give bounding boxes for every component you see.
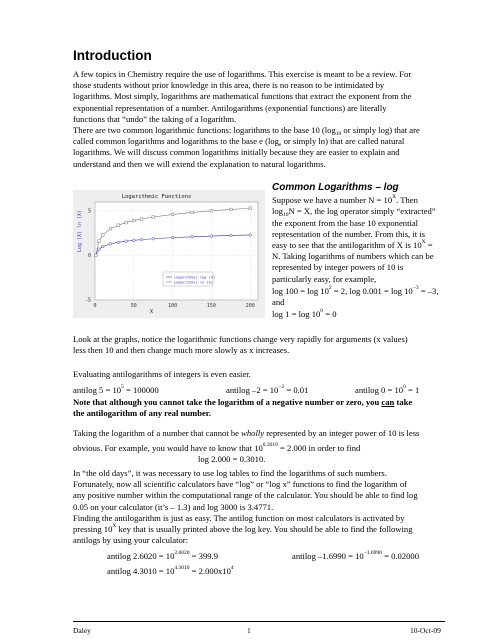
antilog-calc-example-3: antilog $4.3010 = 10^{4.3010} = 2.000x10^4$	[107, 565, 234, 576]
data-point	[230, 234, 233, 237]
x-tick-label: 50	[130, 303, 137, 309]
y-tick-label: 0	[87, 253, 91, 260]
data-point	[191, 235, 194, 238]
graphs-note-paragraph: Look at the graphs, notice the logarithmic functions change very rapidly for arguments (x values) less then 10 and then change much more slowly as x increases.	[73, 334, 408, 356]
footer-page-number: 1	[247, 626, 251, 635]
intro-line: functions that “undo” the taking of a logarithm.	[73, 113, 237, 124]
antilog-example-2: antilog $-2 = 10^{-2} = 0.01$	[226, 384, 309, 395]
data-point	[140, 238, 143, 241]
y-axis-label: Log (X) ln (X)	[77, 209, 83, 253]
logarithmic-functions-chart	[73, 190, 265, 318]
data-point	[109, 243, 112, 246]
data-point	[94, 254, 97, 257]
data-point	[133, 239, 136, 242]
x-tick-label: 150	[206, 303, 216, 309]
x-tick-label: 0	[93, 303, 97, 309]
data-point	[98, 240, 101, 243]
legend-entry: Logarithmic ln (X)	[174, 280, 213, 285]
log-tables-paragraph: In “the old days”, it was necessary to use log tables to find the logarithms of such numbers. Fortunately, now all scientific calculators have “log” or “log x” functions to find the logarithm of any positive number within the computational range of the calculator. You should be able to find log 0.05 on your calculator (it’s – 1.3) and log 3000 is 3.4771. Finding the antilogarithm is just as easy. The antilog function on most calculators is activated by pressing $10^X$ key that is usually printed above the log key. You should be able to find the following antilogs by using your calculator:	[73, 468, 418, 546]
log-types-paragraph: There are two common logarithmic functions: logarithms to the base 10 ($\log_{10}$ or simply log) that are called common logarithms and logarithms to the base e ($\log_e$ or simply ln) that are called natural logarithms. We will discuss common logarithms initially because they are easier to explain and understand and then we will extend the explanation to natural logarithms.	[73, 125, 420, 169]
y-tick-label: -5	[84, 297, 91, 304]
data-point	[133, 219, 136, 222]
footer-date: 10-Oct-09	[410, 626, 441, 635]
data-point	[125, 221, 128, 224]
legend-entry: Logarithmic log (X)	[174, 275, 216, 280]
x-tick-label: 100	[168, 303, 178, 309]
common-logarithms-section: Common Logarithms – log Suppose we have a number $N = 10^X$. Then $\log_{10}N = X$, the log operator simply “extracted” the exponent from the base 10 exponential representation of the number. From this, it is easy to see that the antilogarithm of X is $10^X$ = N. Taking logarithms of numbers which can be represented by integer powers of 10 is particularly easy, for example, $\log 100 = \log 10^2 = 2$, $\log 0.001 = \log 10^{-3} = -3$, and $\log 1 = \log 10^0 = 0$	[272, 182, 448, 320]
footer-author: Daley	[73, 626, 91, 635]
note-paragraph: Note that although you cannot take the logarithm of a negative number or zero, you can take the antilogarithm of any real number.	[73, 397, 413, 419]
intro-line: exponential representation of a number. Antilogarithms (exponential functions) are literally	[73, 102, 387, 113]
data-point	[98, 248, 101, 251]
data-point	[210, 235, 213, 238]
non-integer-log-paragraph: Taking the logarithm of a number that cannot be wholly represented by an integer power of 10 is less obvious. For example, you would have to know that $10^{0.3010} = 2.000$ in order to find log 2.000 = 0.3010.	[73, 428, 420, 465]
data-point	[171, 213, 174, 216]
data-point	[210, 210, 213, 213]
y-tick-label: 5	[87, 208, 91, 215]
chart-title: Logarithmic Functions	[121, 194, 192, 200]
common-logarithms-heading: Common Logarithms – log	[272, 182, 399, 193]
antilog-example-1: antilog $5 = 10^5 = 100000$	[73, 384, 159, 395]
footer-divider	[73, 621, 445, 622]
antilog-calc-example-1: antilog $2.6020 = 10^{2.6020} = 399.9$	[107, 550, 218, 561]
antilog-calc-example-2: antilog $-1.6990 = 10^{-1.6990} = 0.02000$	[292, 550, 419, 561]
intro-line: those students without prior knowledge in this area, there is no reason to be intimidated by	[73, 80, 385, 91]
data-point	[230, 208, 233, 211]
antilog-example-3: antilog $0 = 10^0 = 1$	[355, 384, 420, 395]
data-point	[117, 241, 120, 244]
section-title: Introduction	[73, 48, 152, 63]
data-point	[249, 234, 252, 237]
data-point	[140, 218, 143, 221]
data-point	[152, 216, 155, 219]
evaluating-intro: Evaluating antilogarithms of integers is even easier.	[73, 369, 251, 379]
x-tick-label: 200	[245, 303, 255, 309]
intro-line: A few topics in Chemistry require the use of logarithms. This exercise is meant to be a review. For	[73, 69, 412, 79]
data-point	[191, 211, 194, 214]
data-point	[171, 236, 174, 239]
data-point	[152, 237, 155, 240]
data-point	[101, 245, 104, 248]
x-axis-label: X	[149, 309, 154, 315]
intro-line: logarithms. Most simply, logarithms are mathematical functions that extract the exponent from the	[73, 91, 412, 102]
data-point	[125, 240, 128, 243]
intro-paragraph	[73, 69, 445, 125]
data-point	[249, 207, 252, 210]
data-point	[101, 234, 104, 237]
data-point	[117, 224, 120, 227]
data-point	[109, 227, 112, 230]
